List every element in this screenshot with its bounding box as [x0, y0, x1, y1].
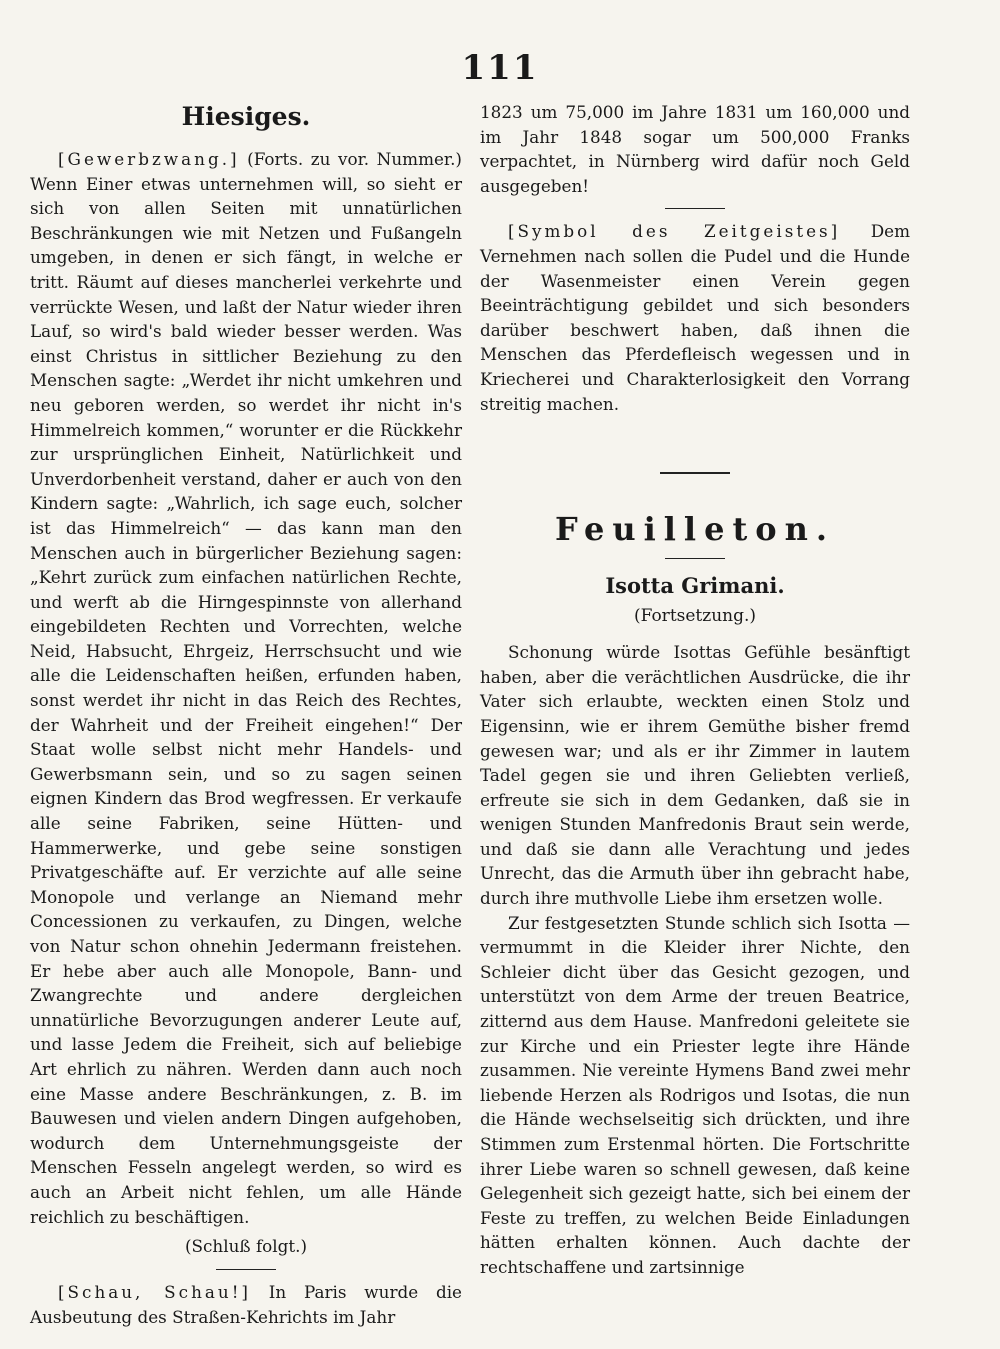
divider — [216, 1269, 276, 1270]
article-label: [Symbol des Zeitgeistes] — [508, 221, 841, 242]
story-title: Isotta Grimani. — [605, 573, 785, 599]
article-body: Dem Vernehmen nach sollen die Pudel und die Hunde der Wasenmeister einen Verein gegen Beeinträchtigung gebildet und sich besonders darüber beschwert haben, daß ihnen die Menschen das Pferdefleisch wegessen und in Kriecherei und Charakterlosigkeit den Vorrang streitig machen. — [480, 221, 910, 414]
to-be-continued-note: (Schluß folgt.) — [184, 1236, 308, 1257]
page-number: 111 — [461, 48, 539, 88]
story-paragraph: Zur festgesetzten Stunde schlich sich Isotta — vermummt in die Kleider ihrer Nichte, den Schleier dicht über das Gesicht gezogen, und unterstützt von dem Arme der treuen Beatrice, zitternd aus dem Hause. Manfredoni geleitete sie zur Kirche und ein Priester legte ihre Hände zusammen. Nie vereinte Hymens Band zwei mehr liebende Herzen als Rodrigos und Isotas, die nun die Hände wechselseitig sich drückten, und ihre Stimmen zum Erstenmal hörten. Die Fortschritte ihrer Liebe waren so schnell gewesen, daß keine Gelegenheit sich gezeigt hatte, sich bei einem der Feste zu treffen, zu welchen Beide Einladungen hätten erhalten können. Auch dachte der rechtschaffene und zartsinnige — [480, 912, 910, 1277]
article-gewerbzwang — [30, 147, 462, 1229]
divider — [665, 558, 725, 559]
divider — [665, 208, 725, 209]
article-schau-schau — [30, 1280, 462, 1329]
article-label: [Schau, Schau!] — [58, 1282, 251, 1303]
article-body: (Forts. zu vor. Nummer.) Wenn Einer etwas unternehmen will, so sieht er sich von allen Seiten mit unnatürlichen Beschränkungen wie mit Netzen und Fußangeln umgeben, in denen er sich fängt, in welche er tritt. Räumt auf dieses mancherlei verkehrte und verrückte Wesen, und laßt der Natur wieder ihren Lauf, so wird's bald wieder besser werden. Was einst Christus in sittlicher Beziehung zu den Menschen sagte: „Werdet ihr nicht umkehren und neu geboren werden, so werdet ihr nicht in's Himmelreich kommen,“ worunter er die Rückkehr zur ursprünglichen Einheit, Natürlichkeit und Unverdorbenheit verstand, daher er auch von den Kindern sagte: „Wahrlich, ich sage euch, solcher ist das Himmelreich“ — das kann man den Menschen auch in bürgerlicher Beziehung sagen: „Kehrt zurück zum einfachen natürlichen Rechte, und werft ab die Hirngespinnste von allerhand eingebildeten Rechten und Vorrechten, welche Neid, Habsucht, Ehrgeiz, Herrschsucht und wie alle die Leidenschaften heißen, erfunden haben, sonst werdet ihr nicht in das Reich des Rechtes, der Wahrheit und der Freiheit eingehen!“ Der Staat wolle selbst nicht mehr Handels- und Gewerbsmann sein, und so zu sagen seinen eignen Kindern das Brod wegfressen. Er verkaufe alle seine Fabriken, seine Hütten- und Hammerwerke, und gebe seine sonstigen Privatgeschäfte auf. Er verzichte auf alle seine Monopole und verlange an Niemand mehr Concessionen zu verkaufen, zu Dingen, welche von Natur schon ohnehin Jedermann freistehen. Er hebe aber auch alle Monopole, Bann- und Zwangrechte und andere dergleichen unnatürliche Bevorzugungen anderer Leute auf, und lasse Jedem die Freiheit, sich auf beliebige Art ehrlich zu nähren. Werden dann auch noch eine Masse andere Beschränkungen, z. B. im Bauwesen und vielen andern Dingen aufgehoben, wodurch dem Unternehmungsgeiste der Menschen Fesseln angelegt werden, so wird es auch an Arbeit nicht fehlen, um alle Hände reichlich zu beschäftigen. — [30, 149, 462, 1227]
continuation-note: (Fortsetzung.) — [633, 606, 757, 627]
article-label: [Gewerbzwang.] — [58, 149, 240, 169]
left-column — [30, 100, 462, 1329]
section-heading-local: Hiesiges. — [181, 102, 311, 131]
article-schau-schau-continued: 1823 um 75,000 im Jahre 1831 um 160,000 und im Jahr 1848 sogar um 500,000 Franks verpachtet, in Nürnberg wird dafür noch Geld ausgegeben! — [480, 102, 910, 196]
article-body: In Paris wurde die Ausbeutung des Straßen-Kehrichts im Jahr — [30, 1282, 462, 1327]
section-divider — [660, 472, 730, 474]
right-column — [480, 100, 910, 1280]
section-heading-feuilleton: Feuilleton. — [555, 510, 835, 549]
article-zeitgeist — [480, 219, 910, 416]
story-paragraph: Schonung würde Isottas Gefühle besänftigt haben, aber die verächtlichen Ausdrücke, die ihr Vater sich erlaubte, weckten einen Stolz und Eigensinn, wie er ihrem Gemüthe bisher fremd gewesen war; und als er ihr Zimmer in lautem Tadel gegen sie und ihren Geliebten verließ, erfreute sie sich in dem Gedanken, daß sie in wenigen Stunden Manfredonis Braut sein werde, und daß sie dann alle Verachtung und jedes Unrecht, das die Armuth über ihn gebracht habe, durch ihre muthvolle Liebe ihm ersetzen wolle. — [480, 642, 910, 909]
